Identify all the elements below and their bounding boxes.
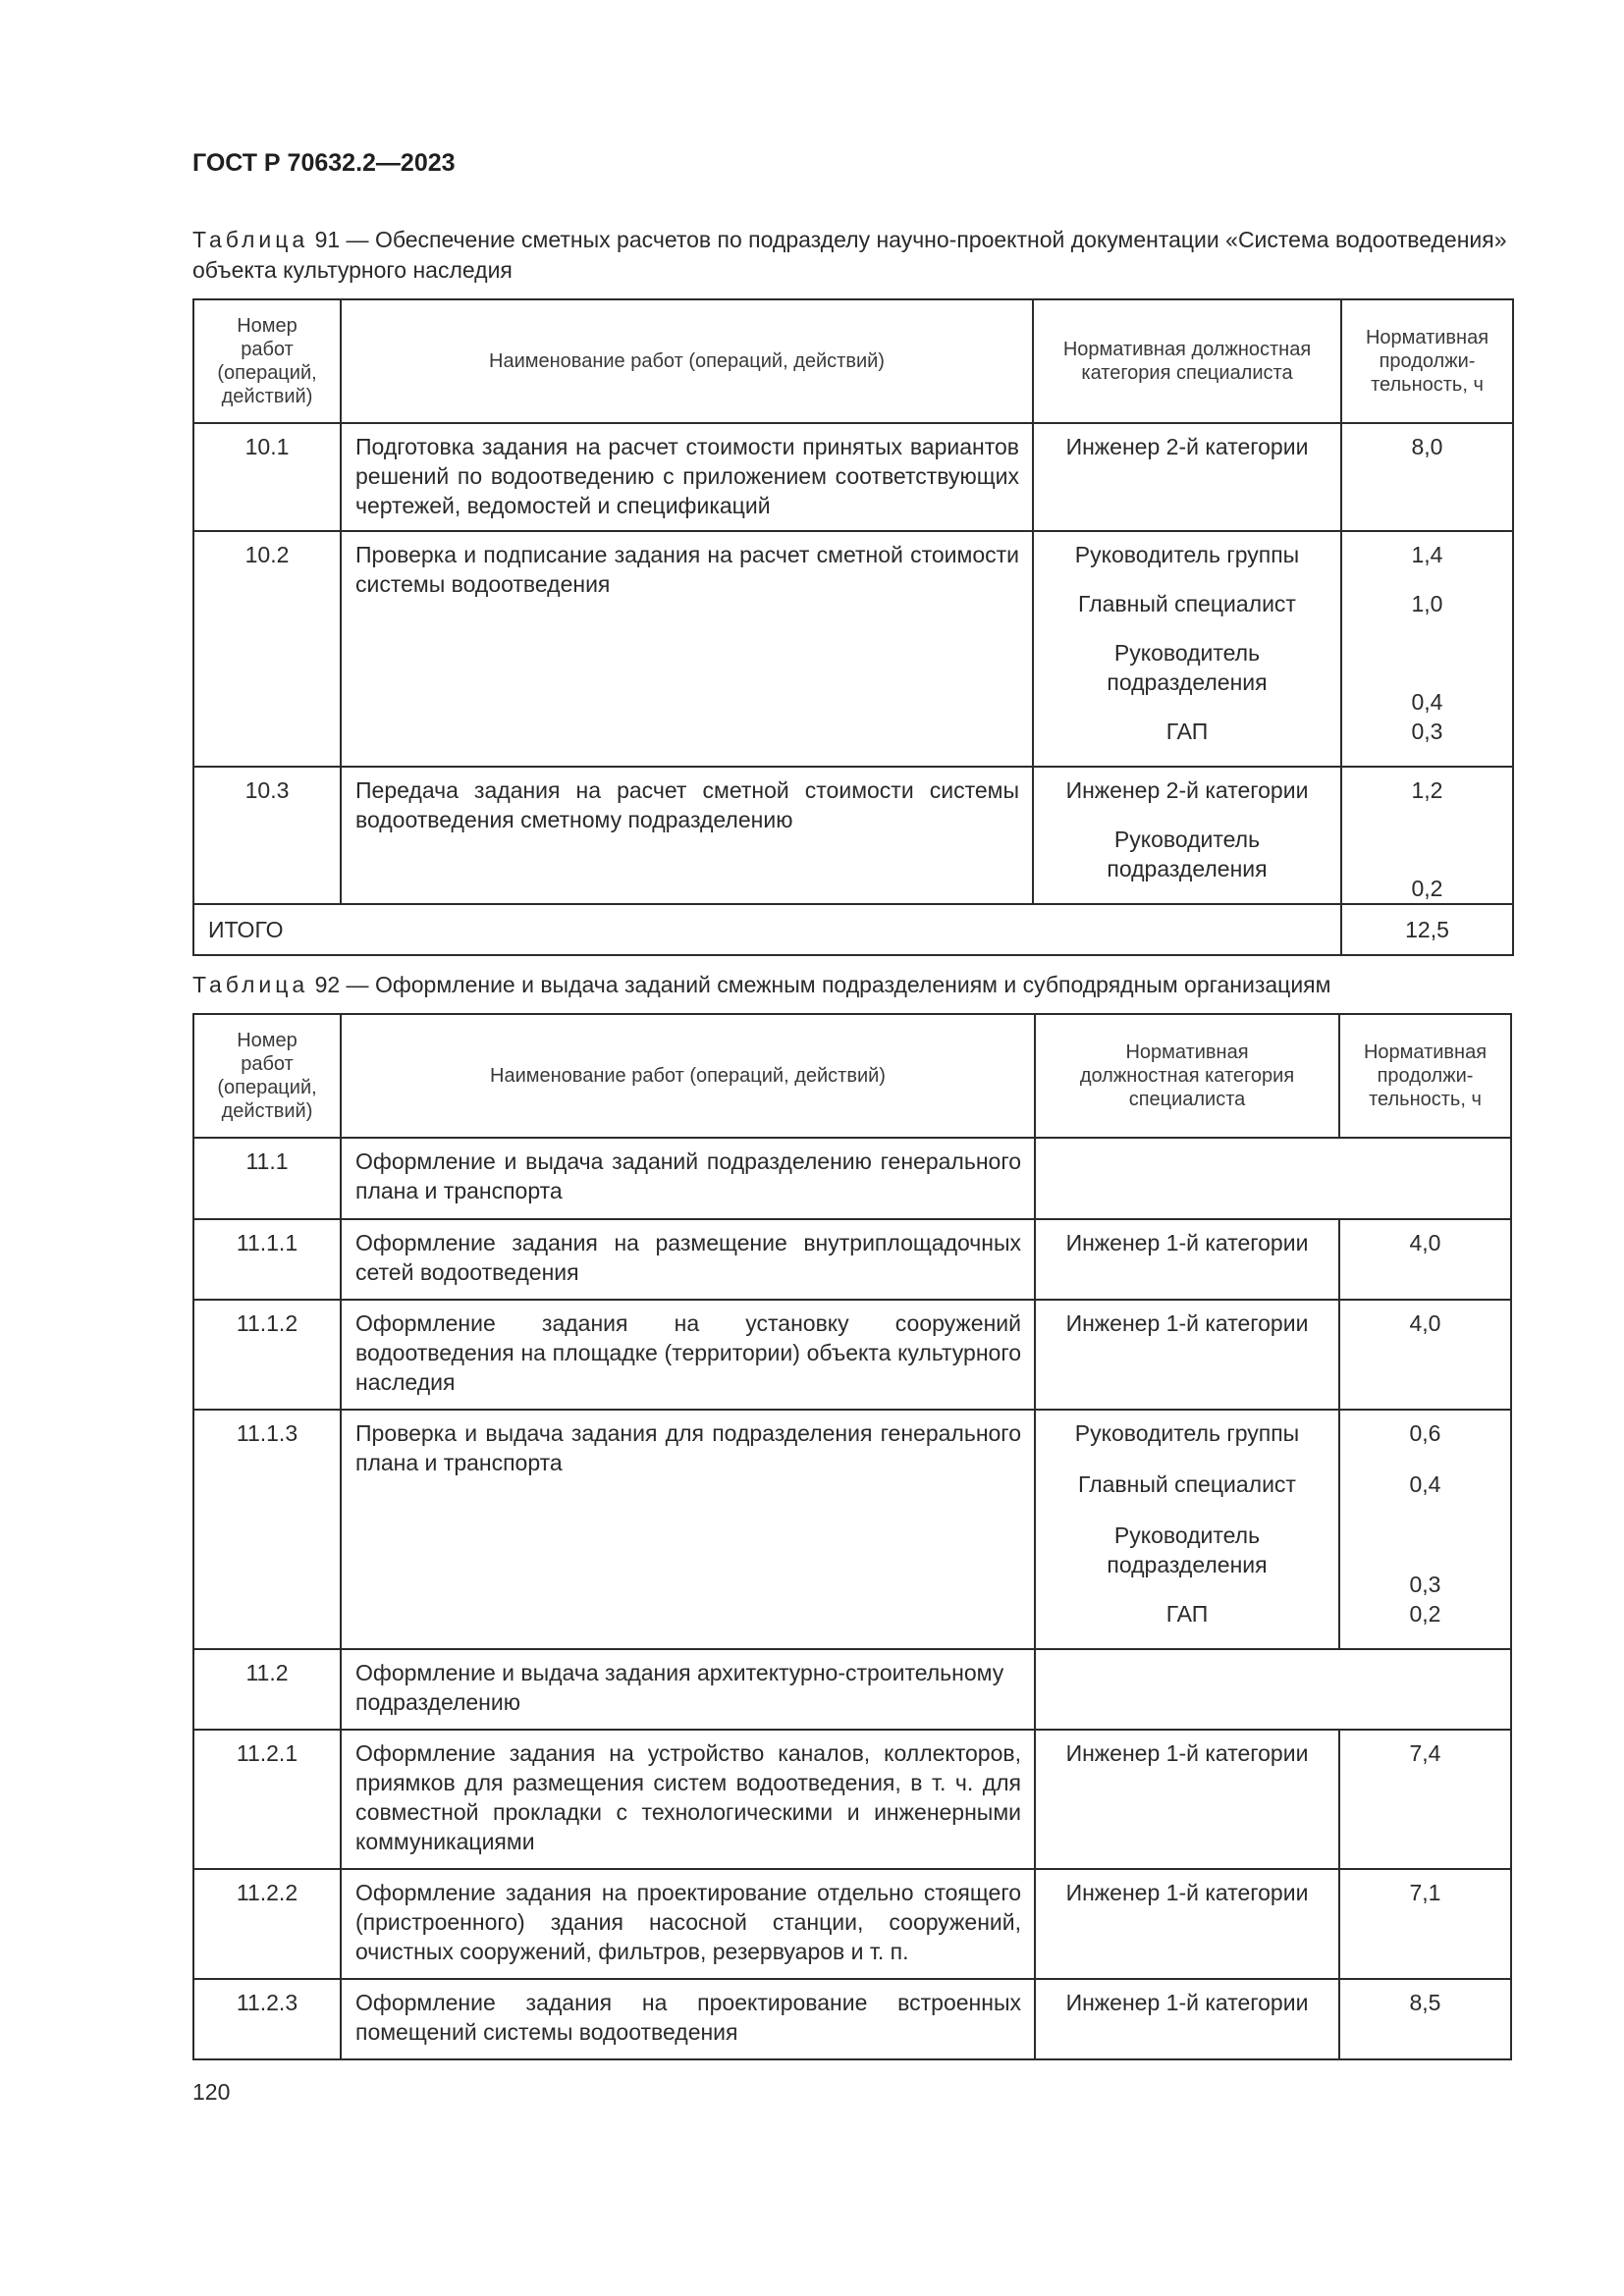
row-category-stack (1035, 1410, 1339, 1649)
row-duration: 0,6 (1409, 1420, 1441, 1446)
row-duration: 7,1 (1339, 1869, 1511, 1979)
table-row (193, 1138, 1511, 1219)
table-row (193, 1649, 1511, 1730)
row-duration-text: 0,3 (1409, 1572, 1441, 1597)
col-header-category: Нормативная должностная категория специалиста (1035, 1014, 1339, 1138)
row-work-name: Оформление и выдача заданий подразделению генерального плана и транспорта (341, 1138, 1035, 1219)
row-work-name: Подготовка задания на расчет стоимости принятых вариантов решений по водоотведению с приложением соответствующих чертежей, ведомостей и спецификаций (341, 423, 1033, 531)
table-row (193, 1219, 1511, 1300)
row-work-name: Проверка и подписание задания на расчет сметной стоимости системы водоотведения (341, 531, 1033, 767)
page-number: 120 (192, 2079, 231, 2105)
table-row (193, 423, 1513, 531)
row-category-stack (1033, 531, 1341, 767)
row-number: 10.1 (193, 423, 341, 531)
col-header-category: Нормативная должностная категория специалиста (1033, 299, 1341, 423)
table-row (193, 1869, 1511, 1979)
table-row (193, 767, 1513, 904)
col-header-duration: Нормативная продолжи-тельность, ч (1339, 1014, 1511, 1138)
row-number: 11.1.1 (193, 1219, 341, 1300)
row-category-text: Руководитель подразделения (1107, 640, 1268, 695)
row-category (1034, 825, 1340, 903)
table-91-caption (192, 225, 1512, 286)
row-duration-stack (1341, 531, 1513, 767)
row-empty-cell (1035, 1138, 1511, 1219)
row-duration: 8,5 (1339, 1979, 1511, 2059)
row-category: Главный специалист (1078, 591, 1296, 616)
row-category: ГАП (1165, 719, 1209, 744)
document-code: ГОСТ Р 70632.2—2023 (192, 149, 456, 177)
col-header-duration: Нормативная продолжи-тельность, ч (1341, 299, 1513, 423)
row-work-name: Оформление задания на проектирование встроенных помещений системы водоотведения (341, 1979, 1035, 2059)
row-duration-stack (1339, 1410, 1511, 1649)
row-category: Инженер 1-й категории (1035, 1219, 1339, 1300)
row-empty-cell (1035, 1649, 1511, 1730)
table-91-caption-word: Таблица (192, 227, 309, 252)
row-work-name: Оформление и выдача задания архитектурно-строительному подразделению (341, 1649, 1035, 1730)
row-category: Инженер 2-й категории (1065, 777, 1309, 803)
row-work-name: Оформление задания на устройство каналов, коллекторов, приямков для размещения систем водоотведения, в т. ч. для совместной прокладки с технологическими и инженерными коммуникациями (341, 1730, 1035, 1869)
row-duration-stack (1341, 767, 1513, 904)
row-duration: 8,0 (1341, 423, 1513, 531)
row-category: Инженер 1-й категории (1035, 1979, 1339, 2059)
row-work-name: Оформление задания на проектирование отдельно стоящего (пристроенного) здания насосной станции, сооружений, очистных сооружений, фильтров, резервуаров и т. п. (341, 1869, 1035, 1979)
row-number: 11.2 (193, 1649, 341, 1730)
row-number: 11.1.3 (193, 1410, 341, 1649)
row-duration: 0,4 (1409, 1471, 1441, 1497)
row-number: 10.2 (193, 531, 341, 767)
table-row (193, 1410, 1511, 1649)
row-number: 11.2.1 (193, 1730, 341, 1869)
table-row (193, 1730, 1511, 1869)
table-92-caption (192, 970, 1512, 1000)
row-category-text: Руководитель подразделения (1107, 1522, 1268, 1577)
row-category: Инженер 1-й категории (1035, 1730, 1339, 1869)
row-category: Руководитель группы (1074, 1420, 1300, 1446)
row-category: Руководитель группы (1074, 542, 1300, 567)
col-header-name: Наименование работ (операций, действий) (341, 1014, 1035, 1138)
row-duration: 0,3 (1411, 719, 1443, 744)
col-header-name: Наименование работ (операций, действий) (341, 299, 1033, 423)
total-value: 12,5 (1341, 904, 1513, 955)
row-category: Инженер 1-й категории (1035, 1869, 1339, 1979)
row-duration: 1,0 (1411, 591, 1443, 616)
row-duration-text: 0,2 (1411, 876, 1443, 901)
table-92-header-row (193, 1014, 1511, 1138)
table-91 (192, 298, 1514, 956)
row-duration: 4,0 (1339, 1300, 1511, 1410)
table-92-caption-text: 92 — Оформление и выдача заданий смежным подразделениям и субподрядным организациям (308, 972, 1331, 997)
col-header-num: Номер работ (операций, действий) (193, 299, 341, 423)
total-label: ИТОГО (193, 904, 1341, 955)
table-92-caption-word: Таблица (192, 972, 309, 997)
row-number: 11.2.3 (193, 1979, 341, 2059)
table-row (193, 1979, 1511, 2059)
row-duration (1342, 638, 1512, 717)
row-number: 11.1 (193, 1138, 341, 1219)
row-number: 11.2.2 (193, 1869, 341, 1979)
table-92 (192, 1013, 1512, 2060)
row-category-text: Руководитель подразделения (1107, 827, 1268, 881)
row-category (1036, 1521, 1338, 1599)
table-row (193, 1300, 1511, 1410)
row-number: 11.1.2 (193, 1300, 341, 1410)
row-work-name: Оформление задания на установку сооружений водоотведения на площадке (территории) объекта культурного наследия (341, 1300, 1035, 1410)
row-duration: 1,2 (1411, 777, 1443, 803)
row-duration: 4,0 (1339, 1219, 1511, 1300)
row-duration: 0,2 (1409, 1601, 1441, 1627)
table-row (193, 531, 1513, 767)
row-category-stack (1033, 767, 1341, 904)
row-work-name: Оформление задания на размещение внутриплощадочных сетей водоотведения (341, 1219, 1035, 1300)
row-category: ГАП (1165, 1601, 1209, 1627)
table-91-header-row (193, 299, 1513, 423)
row-work-name: Проверка и выдача задания для подразделения генерального плана и транспорта (341, 1410, 1035, 1649)
row-duration: 7,4 (1339, 1730, 1511, 1869)
col-header-num: Номер работ (операций, действий) (193, 1014, 341, 1138)
table-total-row (193, 904, 1513, 955)
row-work-name: Передача задания на расчет сметной стоимости системы водоотведения сметному подразделению (341, 767, 1033, 904)
row-duration-text: 0,4 (1411, 689, 1443, 715)
row-category: Инженер 2-й категории (1033, 423, 1341, 531)
row-number: 10.3 (193, 767, 341, 904)
row-duration: 1,4 (1411, 542, 1443, 567)
row-category (1034, 638, 1340, 717)
row-duration (1342, 825, 1512, 903)
row-category: Инженер 1-й категории (1035, 1300, 1339, 1410)
row-duration (1340, 1521, 1510, 1599)
row-category: Главный специалист (1078, 1471, 1296, 1497)
table-91-caption-text: 91 — Обеспечение сметных расчетов по подразделу научно-проектной документации «Система водоотведения» объекта культурного наследия (192, 227, 1507, 283)
